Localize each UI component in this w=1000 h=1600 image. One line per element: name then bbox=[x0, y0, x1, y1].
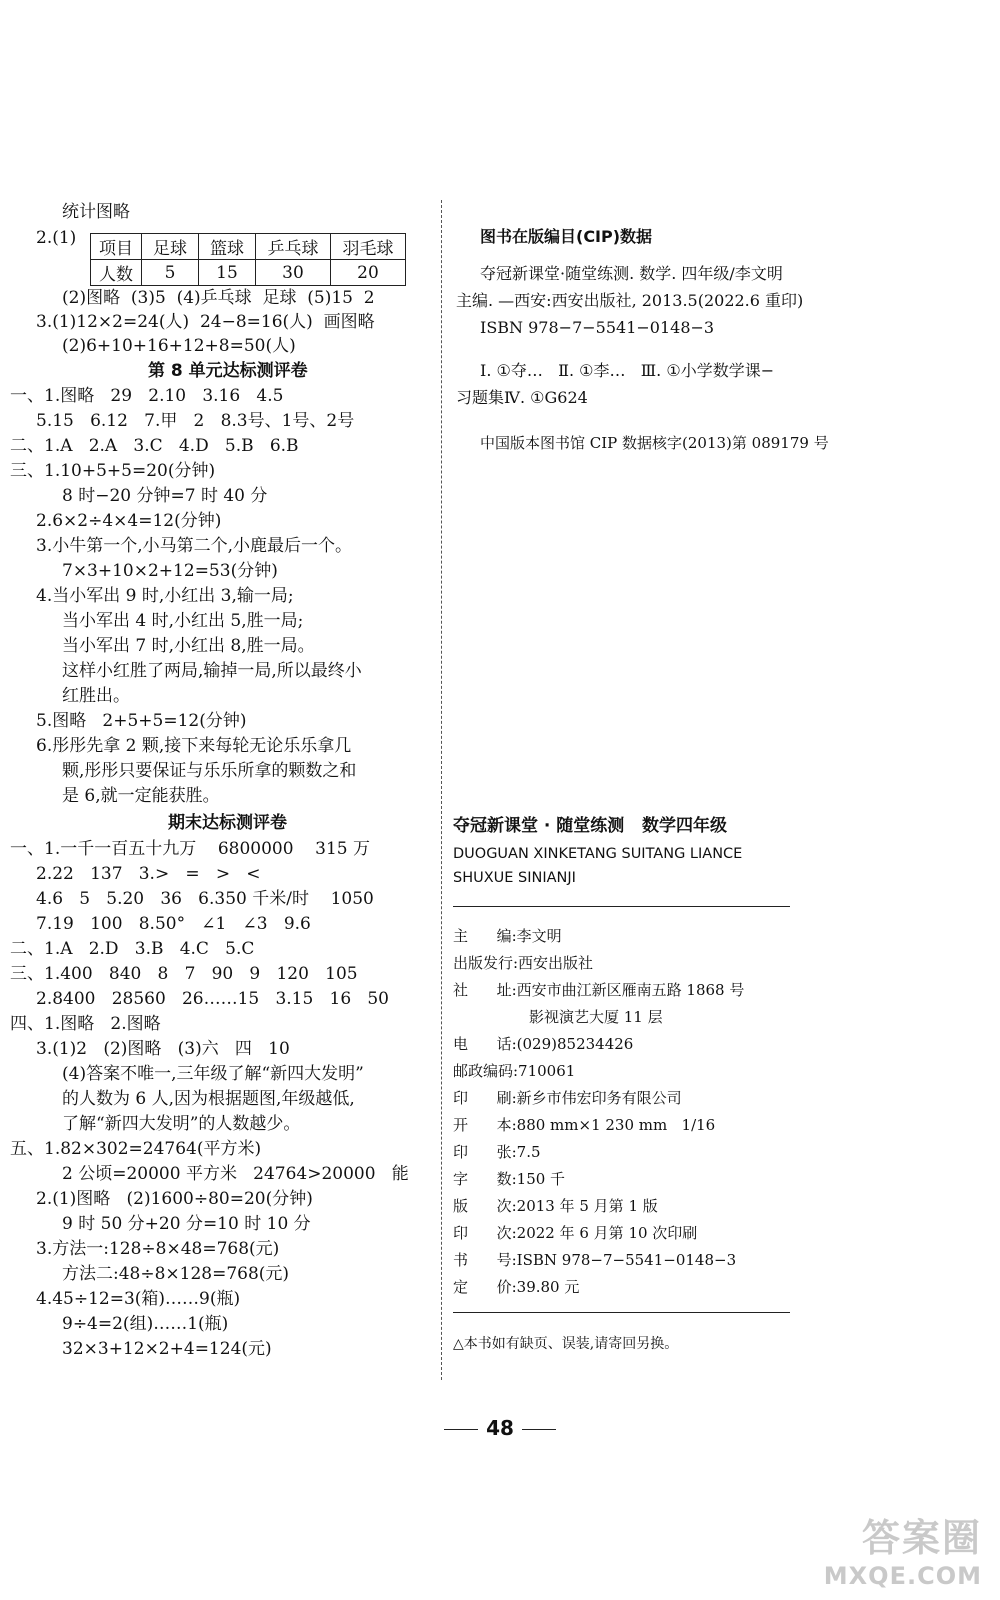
answer-line: 二、1.A 2.D 3.B 4.C 5.C bbox=[10, 939, 255, 959]
answer-line: 二、1.A 2.A 3.C 4.D 5.B 6.B bbox=[10, 436, 299, 456]
answer-line: 是 6,就一定能获胜。 bbox=[62, 786, 220, 806]
section-title-unit8: 第 8 单元达标测评卷 bbox=[148, 361, 308, 381]
book-pinyin-line: SHUXUE SINIANJI bbox=[453, 870, 576, 886]
book-info-line: 字 数:150 千 bbox=[453, 1170, 566, 1188]
answer-line: 三、1.10+5+5=20(分钟) bbox=[10, 461, 216, 481]
answer-line: (2)6+10+16+12+8=50(人) bbox=[62, 336, 296, 356]
book-title: 夺冠新课堂 · 随堂练测 数学四年级 bbox=[453, 816, 728, 836]
book-info-line: 定 价:39.80 元 bbox=[453, 1278, 580, 1296]
table-row bbox=[91, 260, 406, 286]
answer-line: (2)图略 (3)5 (4)乒乓球 足球 (5)15 2 bbox=[62, 288, 375, 308]
answer-line: 2.(1) bbox=[36, 228, 77, 248]
book-info-line: 电 话:(029)85234426 bbox=[453, 1035, 634, 1053]
book-info-line: 开 本:880 mm×1 230 mm 1/16 bbox=[453, 1116, 716, 1134]
book-info-line: 印 刷:新乡市伟宏印务有限公司 bbox=[453, 1089, 682, 1107]
section-title-final: 期末达标测评卷 bbox=[168, 813, 287, 833]
book-info-line: 印 张:7.5 bbox=[453, 1143, 541, 1161]
table-cell: 15 bbox=[199, 260, 256, 286]
answer-line: 2.8400 28560 26……15 3.15 16 50 bbox=[36, 989, 389, 1009]
cip-line: Ⅰ. ①夺… Ⅱ. ①李… Ⅲ. ①小学数学课− bbox=[480, 361, 775, 380]
watermark bbox=[824, 1507, 982, 1590]
answer-line: 9÷4=2(组)……1(瓶) bbox=[62, 1314, 229, 1334]
answer-line: 6.彤彤先拿 2 颗,接下来每轮无论乐乐拿几 bbox=[36, 736, 352, 756]
answer-line: 四、1.图略 2.图略 bbox=[10, 1014, 161, 1034]
answer-line: 2 公顷=20000 平方米 24764>20000 能 bbox=[62, 1164, 409, 1184]
statistics-table bbox=[90, 233, 406, 286]
answer-line: 一、1.图略 29 2.10 3.16 4.5 bbox=[10, 386, 284, 406]
answer-line: 方法二:48÷8×128=768(元) bbox=[62, 1264, 290, 1284]
watermark-logo-text: 答案圈 bbox=[861, 1516, 982, 1560]
answer-line: 8 时−20 分钟=7 时 40 分 bbox=[62, 486, 268, 506]
answer-line: 3.(1)2 (2)图略 (3)六 四 10 bbox=[36, 1039, 290, 1059]
table-header-cell: 项目 bbox=[91, 234, 142, 260]
answer-line: 7.19 100 8.50° ∠1 ∠3 9.6 bbox=[36, 914, 311, 934]
book-notice: △本书如有缺页、误装,请寄回另换。 bbox=[453, 1336, 679, 1352]
divider-line bbox=[453, 1312, 790, 1313]
table-cell: 30 bbox=[256, 260, 331, 286]
page-number-dash bbox=[522, 1429, 556, 1430]
answer-line: 了解“新四大发明”的人数越少。 bbox=[62, 1114, 301, 1134]
answer-line: 9 时 50 分+20 分=10 时 10 分 bbox=[62, 1214, 311, 1234]
answer-line: 32×3+12×2+4=124(元) bbox=[62, 1339, 272, 1359]
answer-line: 4.当小军出 9 时,小红出 3,输一局; bbox=[36, 586, 294, 606]
divider-line bbox=[453, 906, 790, 907]
answer-line: 一、1.一千一百五十九万 6800000 315 万 bbox=[10, 839, 371, 859]
answer-line: 4.6 5 5.20 36 6.350 千米/时 1050 bbox=[36, 889, 374, 909]
watermark-url: MXQE.COM bbox=[823, 1562, 982, 1590]
cip-title: 图书在版编目(CIP)数据 bbox=[480, 227, 653, 246]
table-cell: 20 bbox=[331, 260, 406, 286]
book-info-line: 邮政编码:710061 bbox=[453, 1062, 576, 1080]
answer-line: 3.小牛第一个,小马第二个,小鹿最后一个。 bbox=[36, 536, 353, 556]
book-info-line: 书 号:ISBN 978−7−5541−0148−3 bbox=[453, 1251, 737, 1269]
book-info-line: 影视演艺大厦 11 层 bbox=[529, 1008, 663, 1026]
table-row-label: 人数 bbox=[91, 260, 142, 286]
book-info-line: 出版发行:西安出版社 bbox=[453, 954, 594, 972]
answer-line: 这样小红胜了两局,输掉一局,所以最终小 bbox=[62, 661, 362, 681]
book-info-line: 社 址:西安市曲江新区雁南五路 1868 号 bbox=[453, 981, 745, 999]
table-row bbox=[91, 234, 406, 260]
book-pinyin-line: DUOGUAN XINKETANG SUITANG LIANCE bbox=[453, 846, 743, 862]
cip-line: 习题集Ⅳ. ①G624 bbox=[456, 388, 588, 407]
answer-line: 2.(1)图略 (2)1600÷80=20(分钟) bbox=[36, 1189, 313, 1209]
answer-line: 5.15 6.12 7.甲 2 8.3号、1号、2号 bbox=[36, 411, 355, 431]
answer-line: 红胜出。 bbox=[62, 686, 130, 706]
answer-line: 2.22 137 3.> = > < bbox=[36, 864, 261, 884]
answer-line: 3.方法一:128÷8×48=768(元) bbox=[36, 1239, 280, 1259]
cip-line: 主编. —西安:西安出版社, 2013.5(2022.6 重印) bbox=[456, 291, 804, 310]
answer-line: 5.图略 2+5+5=12(分钟) bbox=[36, 711, 247, 731]
answer-line: 颗,彤彤只要保证与乐乐所拿的颗数之和 bbox=[62, 761, 357, 781]
answer-line: 统计图略 bbox=[62, 202, 130, 222]
answer-line: 当小军出 4 时,小红出 5,胜一局; bbox=[62, 611, 304, 631]
column-divider bbox=[441, 200, 442, 1380]
answer-line: (4)答案不唯一,三年级了解“新四大发明” bbox=[62, 1064, 364, 1084]
book-info-line: 主 编:李文明 bbox=[453, 927, 562, 945]
book-info-line: 版 次:2013 年 5 月第 1 版 bbox=[453, 1197, 658, 1215]
table-header-cell: 足球 bbox=[142, 234, 199, 260]
cip-line: 夺冠新课堂·随堂练测. 数学. 四年级/李文明 bbox=[480, 264, 783, 283]
table-cell: 5 bbox=[142, 260, 199, 286]
answer-line: 五、1.82×302=24764(平方米) bbox=[10, 1139, 262, 1159]
book-info-line: 印 次:2022 年 6 月第 10 次印刷 bbox=[453, 1224, 698, 1242]
page-number-value: 48 bbox=[486, 1416, 514, 1440]
page-number-dash bbox=[444, 1429, 478, 1430]
table-header-cell: 乒乓球 bbox=[256, 234, 331, 260]
table-header-cell: 羽毛球 bbox=[331, 234, 406, 260]
answer-line: 7×3+10×2+12=53(分钟) bbox=[62, 561, 278, 581]
cip-line: 中国版本图书馆 CIP 数据核字(2013)第 089179 号 bbox=[480, 434, 829, 452]
answer-line: 3.(1)12×2=24(人) 24−8=16(人) 画图略 bbox=[36, 312, 375, 332]
answer-line: 的人数为 6 人,因为根据题图,年级越低, bbox=[62, 1089, 355, 1109]
answer-line: 4.45÷12=3(箱)……9(瓶) bbox=[36, 1289, 241, 1309]
answer-line: 当小军出 7 时,小红出 8,胜一局。 bbox=[62, 636, 315, 656]
answer-line: 2.6×2÷4×4=12(分钟) bbox=[36, 511, 222, 531]
page-number bbox=[0, 1416, 1000, 1440]
table-header-cell: 篮球 bbox=[199, 234, 256, 260]
answer-line: 三、1.400 840 8 7 90 9 120 105 bbox=[10, 964, 358, 984]
cip-line: ISBN 978−7−5541−0148−3 bbox=[480, 318, 715, 337]
